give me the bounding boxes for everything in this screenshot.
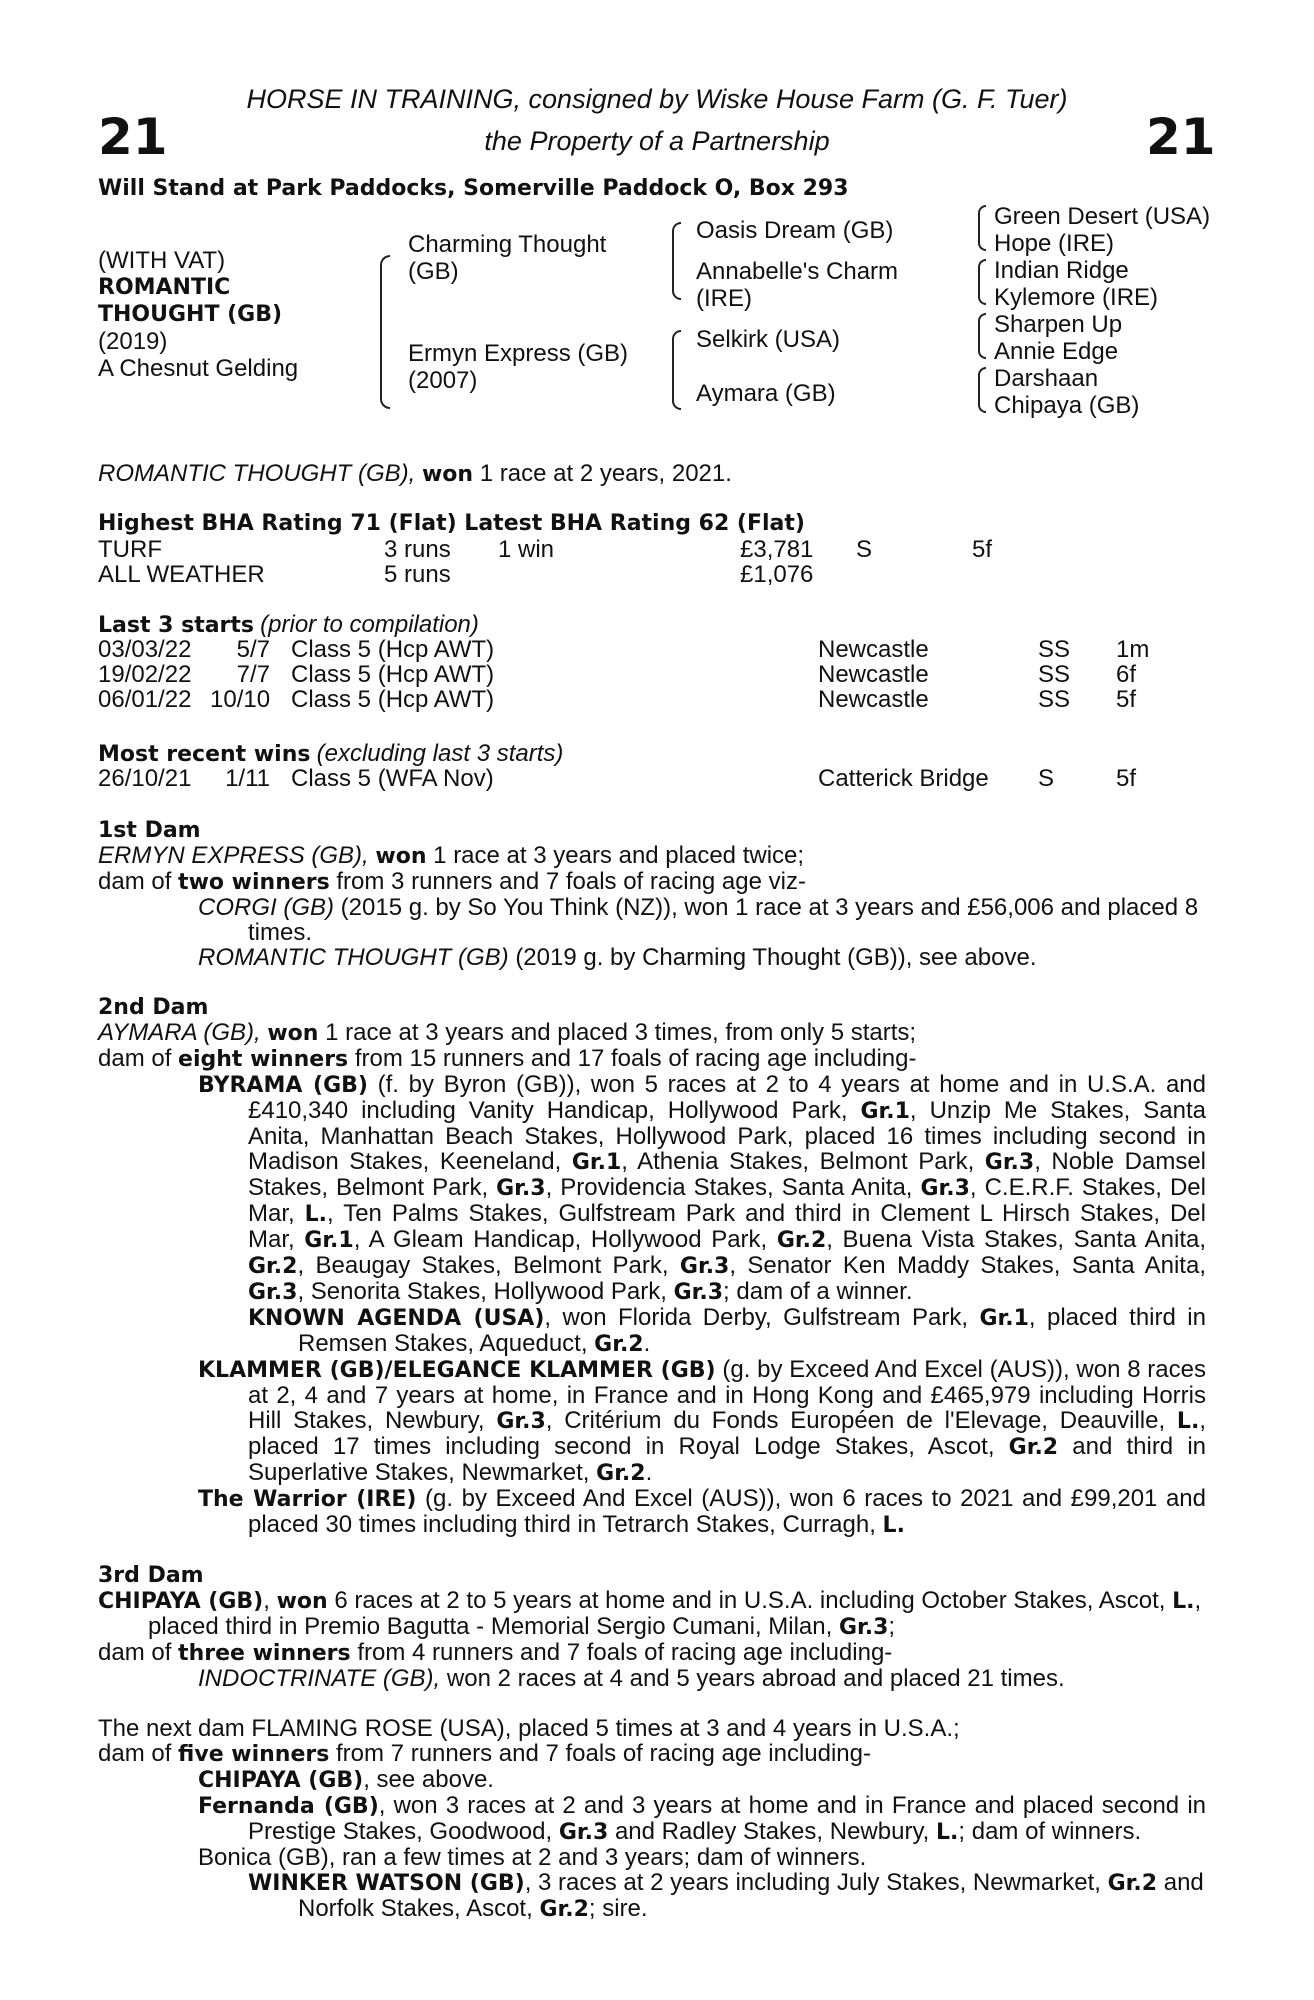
- row-going: SS: [1038, 661, 1071, 688]
- vat-note: (WITH VAT): [98, 247, 226, 274]
- grade-label: won: [276, 1589, 328, 1614]
- produce-record: (g. by Exceed And Excel (AUS)), won 8 races at 2, 4 and 7 years at home, in France and in Hong Kong and £465,979 including Horris Hill Stakes, Newbury,: [248, 1356, 1206, 1434]
- second-dam-line: [98, 1020, 1206, 1046]
- stand-location: Will Stand at Park Paddocks, Somerville Paddock O, Box 293: [98, 176, 849, 201]
- row-going: SS: [1038, 636, 1071, 663]
- row-date: 06/01/22: [98, 686, 192, 713]
- produce-summary: from 7 runners and 7 foals of racing age including-: [336, 1740, 871, 1767]
- dam-record: 1 race at 3 years and placed 3 times, from only 5 starts;: [325, 1019, 917, 1046]
- ratings-runs: 3 runs: [384, 536, 451, 563]
- row-race: Class 5 (Hcp AWT): [291, 636, 495, 663]
- last-starts-title: Last 3 starts: [98, 613, 255, 638]
- winners-count: three winners: [178, 1641, 351, 1666]
- produce-entry-byrama: [98, 1072, 1206, 1305]
- produce-name: ROMANTIC THOUGHT (GB): [198, 944, 509, 971]
- grade-label: Gr.2: [248, 1254, 298, 1279]
- produce-entry-bonica: Bonica (GB), ran a few times at 2 and 3 years; dam of winners.: [198, 1844, 867, 1871]
- gg-3: Indian Ridge: [994, 257, 1129, 284]
- gg-1: Green Desert (USA): [994, 203, 1211, 230]
- horse-description: A Chesnut Gelding: [98, 355, 299, 382]
- produce-record: (2015 g. by So You Think (NZ)), won 1 race at 3 years and £56,006 and placed 8 times.: [248, 894, 1199, 946]
- produce-record: , Unzip Me Stakes, Santa Anita, Manhattan Beach Stakes, Hollywood Park, placed 16 times including second in Madison Stakes, Keeneland,: [248, 1097, 1206, 1175]
- produce-entry-known-agenda: [98, 1305, 1206, 1357]
- produce-name: Fernanda (GB): [198, 1794, 379, 1819]
- produce-record: and third in Superlative Stakes, Newmarket,: [248, 1433, 1206, 1486]
- produce-record: ,: [263, 1587, 277, 1614]
- ownership-line: the Property of a Partnership: [484, 126, 830, 156]
- pedigree-sire-sire: Oasis Dream (GB): [696, 217, 894, 244]
- row-position: 5/7: [236, 636, 270, 663]
- produce-record: (2019 g. by Charming Thought (GB)), see above.: [515, 944, 1037, 971]
- produce-prefix: dam of: [98, 1045, 172, 1072]
- pedigree-bracket-g3: [978, 313, 986, 359]
- dam-record: 1 race at 3 years and placed twice;: [433, 842, 805, 869]
- produce-name: CHIPAYA (GB): [198, 1768, 364, 1793]
- row-going: S: [1038, 765, 1055, 792]
- produce-record: , 3 races at 2 years including July Stakes, Newmarket,: [524, 1869, 1108, 1896]
- produce-record: , Critérium du Fonds Européen de l'Elevage, Deauville,: [545, 1407, 1177, 1434]
- produce-entry-fernanda: [98, 1793, 1206, 1845]
- pedigree-dam-dam: Aymara (GB): [696, 380, 836, 407]
- row-date: 19/02/22: [98, 661, 192, 688]
- summary-rest: 1 race at 2 years, 2021.: [479, 460, 732, 487]
- grade-label: L.: [882, 1513, 905, 1538]
- dam-records: [98, 818, 1206, 1922]
- produce-record: , see above.: [363, 1766, 494, 1793]
- first-dam-produce-line: [98, 869, 1206, 895]
- gg-4: Kylemore (IRE): [994, 284, 1159, 311]
- row-race: Class 5 (WFA Nov): [291, 765, 494, 792]
- produce-record: 6 races at 2 to 5 years at home and in U.S.A. including October Stakes, Ascot,: [327, 1587, 1173, 1614]
- row-position: 7/7: [236, 661, 270, 688]
- grade-label: Gr.2: [594, 1332, 644, 1357]
- pedigree-sire: [408, 231, 606, 285]
- produce-record: , Beaugay Stakes, Belmont Park,: [297, 1252, 680, 1279]
- row-date: 03/03/22: [98, 636, 192, 663]
- ratings-wins: 1 win: [498, 536, 555, 563]
- row-course: Newcastle: [818, 636, 929, 663]
- last-starts-heading: [98, 611, 479, 639]
- produce-entry: [98, 1666, 1206, 1691]
- row-race: Class 5 (Hcp AWT): [291, 661, 495, 688]
- produce-record: , placed third in Remsen Stakes, Aqueduct,: [298, 1304, 1206, 1357]
- produce-record: , Providencia Stakes, Santa Anita,: [545, 1174, 921, 1201]
- produce-record: , Athenia Stakes, Belmont Park,: [621, 1148, 985, 1175]
- grade-label: Gr.3: [558, 1820, 609, 1845]
- recent-wins-heading: [98, 740, 563, 768]
- summary-won: won: [421, 462, 474, 487]
- grade-label: L.: [1172, 1589, 1195, 1614]
- produce-record: ; sire.: [588, 1895, 648, 1922]
- ratings-earnings: £3,781: [740, 536, 814, 563]
- sire-suffix: (GB): [408, 258, 459, 285]
- produce-record: and Radley Stakes, Newbury,: [608, 1818, 936, 1845]
- grade-label: Gr.1: [304, 1228, 354, 1253]
- produce-entry-klammer: [98, 1357, 1206, 1486]
- produce-record: , won 3 races at 2 and 3 years at home and in France and placed second in Prestige Stakes, Goodwood,: [248, 1792, 1206, 1845]
- second-dam-produce-line: [98, 1046, 1206, 1072]
- produce-record: won 2 races at 4 and 5 years abroad and placed 21 times.: [446, 1665, 1065, 1692]
- grade-label: Gr.3: [920, 1176, 970, 1201]
- horse-name-line2: THOUGHT (GB): [98, 302, 283, 327]
- pedigree-bracket-dam: [672, 330, 681, 410]
- third-dam-line: [98, 1588, 1206, 1640]
- produce-record: ;: [888, 1613, 896, 1640]
- produce-record: , A Gleam Handicap, Hollywood Park,: [353, 1226, 777, 1253]
- gg-7: Darshaan: [994, 365, 1099, 392]
- winners-count: eight winners: [178, 1047, 349, 1072]
- horse-name-line1: ROMANTIC: [98, 275, 231, 300]
- ratings-going: S: [856, 536, 873, 563]
- grade-label: Gr.2: [539, 1897, 589, 1922]
- produce-name: BYRAMA (GB): [198, 1073, 368, 1098]
- grade-label: Gr.1: [979, 1306, 1029, 1331]
- dam-name: Ermyn Express (GB): [408, 340, 629, 367]
- row-distance: 5f: [1116, 765, 1137, 792]
- ratings-dist: 5f: [972, 536, 993, 563]
- winners-count: two winners: [178, 870, 330, 895]
- next-dam-produce-line: [98, 1741, 1206, 1767]
- row-race: Class 5 (Hcp AWT): [291, 686, 495, 713]
- summary-horse-name: ROMANTIC THOUGHT (GB),: [98, 460, 416, 487]
- grade-label: Gr.2: [1107, 1871, 1158, 1896]
- dam-name: ERMYN EXPRESS (GB),: [98, 842, 369, 869]
- recent-wins-title: Most recent wins: [98, 742, 311, 767]
- produce-record: , Buena Vista Stakes, Santa Anita,: [826, 1226, 1207, 1253]
- produce-record: , Senorita Stakes, Hollywood Park,: [297, 1278, 674, 1305]
- winners-count: five winners: [178, 1742, 330, 1767]
- grade-label: L.: [1176, 1409, 1200, 1434]
- pedigree-bracket-main: [380, 255, 390, 409]
- sire-name: Charming Thought: [408, 231, 607, 258]
- gg-8: Chipaya (GB): [994, 392, 1140, 419]
- row-position: 10/10: [210, 686, 271, 713]
- ratings-surface: TURF: [98, 536, 162, 563]
- won-label: won: [375, 844, 427, 869]
- last-starts-note: (prior to compilation): [260, 611, 479, 638]
- pedigree-dam-sire: Selkirk (USA): [696, 326, 841, 353]
- horse-identity: [98, 247, 298, 382]
- produce-name: WINKER WATSON (GB): [248, 1871, 525, 1896]
- recent-wins-note: (excluding last 3 starts): [316, 740, 564, 767]
- pedigree-bracket-g1: [978, 205, 986, 251]
- pedigree-sire-dam: [696, 258, 898, 312]
- produce-summary: from 4 runners and 7 foals of racing age including-: [357, 1639, 893, 1666]
- produce-name: The Warrior (IRE): [198, 1487, 417, 1512]
- sire-dam-line2: (IRE): [696, 285, 752, 312]
- consignor-line: HORSE IN TRAINING, consigned by Wiske House Farm (G. F. Tuer): [246, 84, 1068, 114]
- produce-record: (f. by Byron (GB)), won 5 races at 2 to 4 years at home and in U.S.A. and £410,340 including Vanity Handicap, Hollywood Park,: [248, 1071, 1207, 1124]
- ratings-runs: 5 runs: [384, 561, 451, 588]
- produce-record: .: [645, 1459, 653, 1486]
- next-dam-line: The next dam FLAMING ROSE (USA), placed 5 times at 3 and 4 years in U.S.A.;: [98, 1715, 960, 1742]
- row-going: SS: [1038, 686, 1071, 713]
- third-dam-heading: 3rd Dam: [98, 1563, 204, 1588]
- grade-label: Gr.3: [679, 1254, 730, 1279]
- produce-record: ; dam of a winner.: [723, 1278, 913, 1305]
- sire-dam-line1: Annabelle's Charm: [696, 258, 899, 285]
- produce-record: , Noble Damsel Stakes, Belmont Park,: [248, 1148, 1206, 1201]
- produce-name: KNOWN AGENDA (USA): [248, 1306, 545, 1331]
- produce-record: , won Florida Derby, Gulfstream Park,: [544, 1304, 980, 1331]
- grade-label: Gr.1: [860, 1099, 910, 1124]
- table-row: [98, 637, 1198, 662]
- produce-record: , placed third in Premio Bagutta - Memorial Sergio Cumani, Milan,: [148, 1587, 1202, 1640]
- produce-entry: [98, 1767, 1206, 1793]
- produce-entry-winker-watson: [98, 1870, 1206, 1922]
- grade-label: Gr.3: [496, 1176, 546, 1201]
- produce-name: KLAMMER (GB)/ELEGANCE KLAMMER (GB): [198, 1358, 716, 1383]
- table-row: [98, 766, 1198, 791]
- dam-year: (2007): [408, 367, 478, 394]
- row-course: Catterick Bridge: [818, 765, 989, 792]
- won-label: won: [267, 1021, 319, 1046]
- produce-record: ; dam of winners.: [958, 1818, 1142, 1845]
- grade-label: Gr.3: [496, 1409, 546, 1434]
- grade-label: Gr.2: [596, 1461, 646, 1486]
- pedigree-bracket-g4: [978, 367, 986, 413]
- pedigree-great-grandparents: [994, 203, 1210, 419]
- row-course: Newcastle: [818, 661, 929, 688]
- produce-record: , C.E.R.F. Stakes, Del Mar,: [248, 1174, 1206, 1227]
- race-summary: [98, 461, 732, 487]
- grade-label: Gr.3: [673, 1280, 724, 1305]
- grade-label: Gr.2: [776, 1228, 827, 1253]
- gg-6: Annie Edge: [994, 338, 1119, 365]
- pedigree-bracket-sire: [672, 222, 681, 300]
- produce-entry: [98, 945, 1206, 970]
- row-date: 26/10/21: [98, 765, 192, 792]
- row-distance: 5f: [1116, 686, 1137, 713]
- grade-label: Gr.3: [838, 1615, 889, 1640]
- lot-number-right: 21: [1146, 108, 1216, 166]
- lot-number-left: 21: [98, 108, 168, 166]
- table-row: [98, 687, 1198, 712]
- produce-record: .: [643, 1330, 651, 1357]
- produce-prefix: dam of: [98, 868, 172, 895]
- horse-year: (2019): [98, 328, 168, 355]
- ratings-heading: Highest BHA Rating 71 (Flat) Latest BHA Rating 62 (Flat): [98, 511, 805, 536]
- last-starts-table: [98, 637, 1198, 712]
- table-row: [98, 662, 1198, 687]
- ratings-earnings: £1,076: [740, 561, 814, 588]
- produce-prefix: dam of: [98, 1639, 172, 1666]
- grade-label: L.: [936, 1820, 959, 1845]
- row-position: 1/11: [225, 765, 270, 792]
- dam-name: AYMARA (GB),: [98, 1019, 261, 1046]
- grade-label: Gr.2: [1008, 1435, 1059, 1460]
- row-course: Newcastle: [818, 686, 929, 713]
- second-dam-heading: 2nd Dam: [98, 995, 209, 1020]
- produce-record: , Ten Palms Stakes, Gulfstream Park and third in Clement L Hirsch Stakes, Del Mar,: [248, 1200, 1206, 1253]
- grade-label: Gr.1: [571, 1150, 622, 1175]
- produce-entry: [98, 895, 1206, 945]
- grade-label: L.: [304, 1202, 328, 1227]
- produce-summary: from 15 runners and 17 foals of racing age including-: [354, 1045, 917, 1072]
- produce-entry-the-warrior: [98, 1486, 1206, 1538]
- first-dam-heading: 1st Dam: [98, 818, 201, 843]
- gg-2: Hope (IRE): [994, 230, 1115, 257]
- third-dam-produce-line: [98, 1640, 1206, 1666]
- produce-record: and Norfolk Stakes, Ascot,: [298, 1869, 1204, 1922]
- grade-label: Gr.3: [248, 1280, 298, 1305]
- grade-label: Gr.3: [984, 1150, 1035, 1175]
- produce-summary: from 3 runners and 7 foals of racing age viz-: [336, 868, 806, 895]
- pedigree-bracket-g2: [978, 259, 986, 305]
- produce-prefix: dam of: [98, 1740, 172, 1767]
- produce-name: INDOCTRINATE (GB),: [198, 1665, 441, 1692]
- row-distance: 1m: [1116, 636, 1150, 663]
- ratings-surface: ALL WEATHER: [98, 561, 265, 588]
- produce-name: CHIPAYA (GB): [98, 1589, 264, 1614]
- first-dam-line: [98, 843, 1206, 869]
- pedigree-dam: [408, 340, 628, 394]
- produce-record: , Senator Ken Maddy Stakes, Santa Anita,: [729, 1252, 1206, 1279]
- produce-name: CORGI (GB): [198, 894, 334, 921]
- row-distance: 6f: [1116, 661, 1137, 688]
- produce-record: , placed 17 times including second in Royal Lodge Stakes, Ascot,: [248, 1407, 1206, 1460]
- gg-5: Sharpen Up: [994, 311, 1123, 338]
- produce-record: (g. by Exceed And Excel (AUS)), won 6 races to 2021 and £99,201 and placed 30 times including third in Tetrarch Stakes, Curragh,: [248, 1485, 1206, 1538]
